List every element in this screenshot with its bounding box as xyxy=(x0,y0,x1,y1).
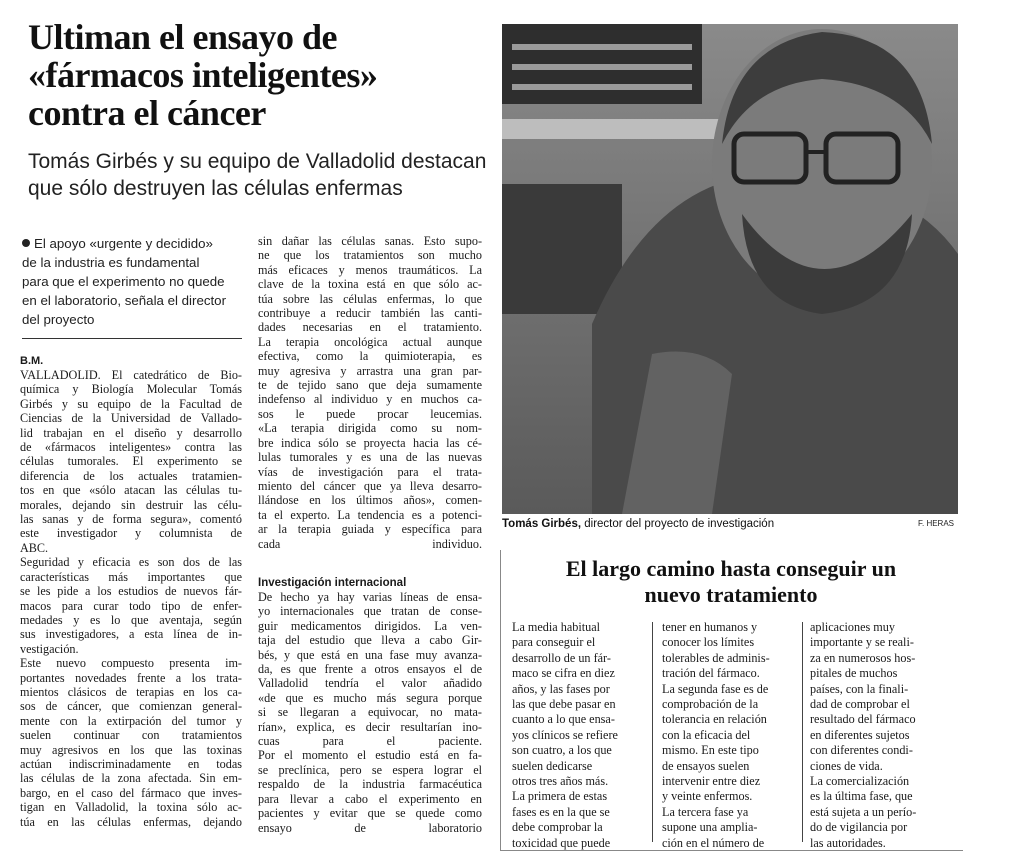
text-line: VALLADOLID. El catedrático de Bio- xyxy=(20,368,242,382)
text-line: bargo, en el caso del fármaco que inves- xyxy=(20,785,242,800)
text-line: La media habitual xyxy=(512,620,600,634)
text-line: za en numerosos hos- xyxy=(810,650,916,665)
text-line: Por el momento el estudio está en fa- xyxy=(258,748,482,763)
text-line: muy agresiva y arrastra una gran par- xyxy=(258,363,482,378)
text-line: y veinte enfermos. xyxy=(662,789,753,804)
text-line: ta el experto. La tendencia es a potenci- xyxy=(258,507,482,522)
text-line: clave de la toxina está en que sólo ac- xyxy=(258,277,482,292)
text-line: sin dañar las células sanas. Esto supo- xyxy=(258,234,482,248)
text-line: para conseguir el xyxy=(512,635,596,650)
text-line: cuanto a lo que ensa- xyxy=(512,712,615,727)
text-line: La segunda fase es de xyxy=(662,681,769,696)
text-line: cuas para el paciente. xyxy=(258,734,482,749)
text-line: La primera de estas xyxy=(512,789,608,804)
text-line: de «fármacos inteligentes» contra las xyxy=(20,440,242,455)
text-line: macos para curar todo tipo de enfer- xyxy=(20,598,242,613)
text-line: llándose en los últimos años», comen- xyxy=(258,493,482,508)
text-line: países, con la finali- xyxy=(810,681,909,696)
text-line: desarrollo de un fár- xyxy=(512,650,611,665)
sidebar-title xyxy=(500,556,962,608)
text-line: células tumorales. El experimento se xyxy=(20,454,242,469)
text-line: guir medicamentos dirigidos. La ven- xyxy=(258,618,482,633)
text-line: muy agresivos en los que las toxinas xyxy=(20,742,242,757)
sidebar-title-line: nuevo tratamiento xyxy=(644,582,818,607)
text-line: rían», explica, es decir resultarían ino- xyxy=(258,719,482,734)
text-line: bre indica sólo se proyecta hacia las cé- xyxy=(258,435,482,450)
sidebar-column-1 xyxy=(512,620,652,851)
sidebar-column-3 xyxy=(810,620,960,851)
text-line: lulas tumorales y es una de las nuevas xyxy=(258,450,482,465)
text-line: fases es en la que se xyxy=(512,804,610,819)
text-line: ne que los tratamientos son mucho xyxy=(258,248,482,263)
headline-line: contra el cáncer xyxy=(28,93,266,133)
text-line: maco se cifra en diez xyxy=(512,666,615,681)
text-line: medades y es lo que aventaja, según xyxy=(20,612,242,627)
sidebar-divider xyxy=(652,622,653,842)
caption-text: director del proyecto de investigación xyxy=(581,518,775,530)
text-line: vías de investigación para el trata- xyxy=(258,464,482,479)
text-line: las que debe pasar en xyxy=(512,697,616,712)
text-line: si se llegaran a equivocar, no mata- xyxy=(258,705,482,720)
text-line: morales, dejando sin destruir las célu- xyxy=(20,497,242,512)
text-line: este investigador y columnista de xyxy=(20,526,242,541)
text-line: son cuatro, a los que xyxy=(512,743,612,758)
text-line: supone una amplia- xyxy=(662,820,758,835)
text-line: con diferentes condi- xyxy=(810,743,913,758)
summary-line: de la industria es fundamental xyxy=(22,255,200,270)
text-line: Valladolid tendría el valor añadido xyxy=(258,676,482,691)
text-line: en diferentes sujetos xyxy=(810,727,910,742)
text-line: tener en humanos y xyxy=(662,620,758,634)
text-line: suelen continuar con tratamientos xyxy=(20,728,242,743)
text-line: te de tejido sano que deja sumamente xyxy=(258,378,482,393)
text-line: do de vigilancia por xyxy=(810,820,908,835)
text-line: años, y las fases por xyxy=(512,681,610,696)
summary-line: del proyecto xyxy=(22,312,95,327)
text-line: resultado del fármaco xyxy=(810,712,916,727)
article-column-1 xyxy=(20,368,242,829)
text-line: mente con la extirpación del tumor y xyxy=(20,713,242,728)
text-line: La tercera fase ya xyxy=(662,804,749,819)
text-line: es la última fase, que xyxy=(810,789,913,804)
text-line: importante y se reali- xyxy=(810,635,914,650)
text-line: mientos clásicos de terapias en los ca- xyxy=(20,684,242,699)
portrait-photo xyxy=(502,24,958,514)
text-line: las sanas y de forma segura», comentó xyxy=(20,512,242,527)
text-line: túa en las células enfermas, dejando xyxy=(20,814,242,829)
summary-text: El apoyo «urgente y decidido» xyxy=(34,236,213,251)
text-line: conocer los límites xyxy=(662,635,755,650)
text-line: pitales de muchos xyxy=(810,666,898,681)
text-line: indefenso al individuo y en muchos ca- xyxy=(258,392,482,407)
text-line: otros tres años más. xyxy=(512,774,609,789)
text-line: yos clínicos se refiere xyxy=(512,727,618,742)
text-line: comprobación de la xyxy=(662,697,759,712)
text-line: química y Biología Molecular Tomás xyxy=(20,382,242,397)
text-line: Ciencias de la Universidad de Vallado- xyxy=(20,411,242,426)
text-line: Este nuevo compuesto presenta im- xyxy=(20,656,242,671)
photo-credit: F. HERAS xyxy=(918,519,955,528)
photo-caption xyxy=(502,517,958,531)
sidebar-column-2 xyxy=(662,620,802,851)
text-line: para llevar a cabo el experimento en xyxy=(258,791,482,806)
text-line: está sujeta a un perío- xyxy=(810,804,917,819)
text-line: efectiva, como la quimioterapia, es xyxy=(258,349,482,364)
portrait-illustration xyxy=(502,24,958,514)
text-line: de ensayos suelen xyxy=(662,758,750,773)
text-line: tolerables de adminis- xyxy=(662,650,770,665)
summary-divider xyxy=(22,338,242,339)
text-line: tración del fármaco. xyxy=(662,666,760,681)
text-line: diferencia de los actuales tratamien- xyxy=(20,468,242,483)
text-line: Girbés y su equipo de la Facultad de xyxy=(20,396,242,411)
text-line: miento del cáncer que ya lleva desarro- xyxy=(258,478,482,493)
text-line: portantes novedades frente a los trata- xyxy=(20,670,242,685)
sidebar-title-line: El largo camino hasta conseguir un xyxy=(565,556,897,581)
text-line: toxicidad que puede xyxy=(512,835,611,850)
text-line: se les pide a los estudios de nuevos fár- xyxy=(20,584,242,599)
text-line: La terapia oncológica actual aunque xyxy=(258,334,482,349)
text-line: sos de cáncer, que comienzan general- xyxy=(20,699,242,714)
summary-line: en el laboratorio, señala el director xyxy=(22,293,227,308)
text-line: respaldo de la industria farmacéutica xyxy=(258,777,482,792)
bullet-icon xyxy=(22,239,30,247)
text-line: dades necesarias en el tratamiento. xyxy=(258,320,482,335)
text-line: mismo. En este tipo xyxy=(662,743,759,758)
text-line: Seguridad y eficacia es son dos de las xyxy=(20,555,242,570)
text-line: ciones de vida. xyxy=(810,758,883,773)
text-line: tolerancia en relación xyxy=(662,712,767,727)
text-line: túa sobre las células enfermas, lo que xyxy=(258,291,482,306)
text-line: La comercialización xyxy=(810,774,910,789)
text-line: tigan en Valladolid, la toxina sólo ac- xyxy=(20,800,242,815)
article-column-2 xyxy=(258,234,482,551)
text-line: actúan indiscriminadamente en todas xyxy=(20,756,242,771)
headline xyxy=(28,18,498,132)
text-line: yo internacionales que tratan de conse- xyxy=(258,604,482,619)
text-line: lid trabajan en el diseño y desarrollo xyxy=(20,425,242,440)
text-line: las autoridades. xyxy=(810,835,886,850)
headline-line: «fármacos inteligentes» xyxy=(28,55,378,95)
text-line: ción en el número de xyxy=(662,835,765,850)
text-line: con la eficacia del xyxy=(662,727,751,742)
text-line: da, es que frente a otros ensayos el de xyxy=(258,662,482,677)
text-line: ar la terapia guiada y específica para xyxy=(258,522,482,537)
text-line: ABC. xyxy=(20,540,49,555)
summary-line xyxy=(22,234,242,253)
text-line: las células de la zona afectada. Sin em- xyxy=(20,771,242,786)
headline-line: Ultiman el ensayo de xyxy=(28,17,337,57)
byline: B.M. xyxy=(20,355,44,367)
sidebar-divider xyxy=(802,622,803,842)
summary-box xyxy=(22,234,242,329)
summary-line: para que el experimento no quede xyxy=(22,274,225,289)
subhead-line: Tomás Girbés y su equipo de Valladolid destacan xyxy=(28,150,487,173)
text-line: contribuye a reducir también las canti- xyxy=(258,306,482,321)
text-line: tos en que «sólo atacan las células tu- xyxy=(20,483,242,498)
caption-name: Tomás Girbés, xyxy=(502,518,582,530)
text-line: sos le puede procar leucemias. xyxy=(258,406,482,421)
subhead-line: que sólo destruyen las células enfermas xyxy=(28,177,403,200)
text-line: se preclínica, pero se espera lograr el xyxy=(258,762,482,777)
text-line: vestigación. xyxy=(20,641,79,656)
subhead xyxy=(28,148,498,202)
text-line: pacientes y evitar que se quede como xyxy=(258,806,482,821)
text-line: bés, y que está en una fase muy avanza- xyxy=(258,647,482,662)
article-column-2b xyxy=(258,590,482,835)
text-line: más eficaces y menos traumáticos. La xyxy=(258,262,482,277)
text-line: dad de comprobar el xyxy=(810,697,910,712)
text-line: suelen dedicarse xyxy=(512,758,593,773)
text-line: características más importantes que xyxy=(20,569,242,584)
text-line: ensayo de laboratorio xyxy=(258,820,482,835)
text-line: taja del estudio que lleva a cabo Gir- xyxy=(258,633,482,648)
text-line: «de que es mucho más segura porque xyxy=(258,690,482,705)
text-line: debe comprobar la xyxy=(512,820,603,835)
text-line: intervenir entre diez xyxy=(662,774,761,789)
text-line: aplicaciones muy xyxy=(810,620,895,634)
text-line: De hecho ya hay varias líneas de ensa- xyxy=(258,590,482,604)
text-line: «La terapia dirigida como su nom- xyxy=(258,421,482,436)
text-line: cada individuo. xyxy=(258,536,482,551)
section-subtitle: Investigación internacional xyxy=(258,577,407,589)
text-line: sus investigadores, a esta línea de in- xyxy=(20,627,242,642)
